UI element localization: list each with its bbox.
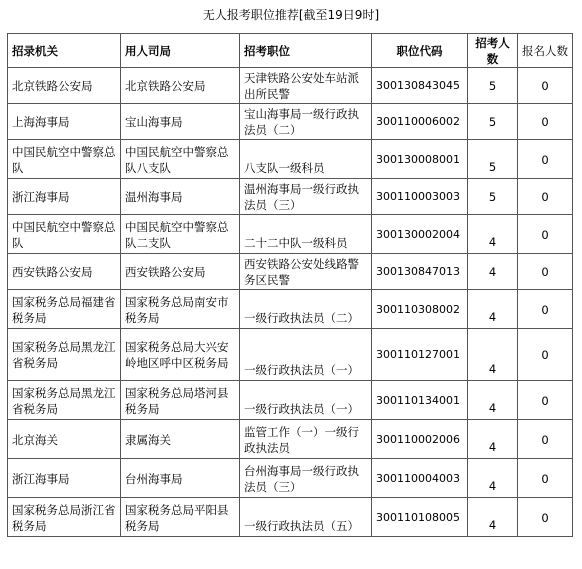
table-row bbox=[8, 420, 573, 459]
cell-quota: 5 bbox=[468, 104, 518, 140]
cell-position: 八支队一级科员 bbox=[240, 140, 372, 179]
header-position: 招考职位 bbox=[240, 34, 372, 68]
cell-position: 一级行政执法员（一） bbox=[240, 329, 372, 381]
cell-applicants: 0 bbox=[518, 104, 573, 140]
cell-applicants: 0 bbox=[518, 420, 573, 459]
table-header-row bbox=[8, 34, 573, 68]
cell-code: 300130847013 bbox=[372, 254, 468, 290]
cell-quota: 4 bbox=[468, 329, 518, 381]
cell-position: 一级行政执法员（二） bbox=[240, 290, 372, 329]
table-row bbox=[8, 104, 573, 140]
table-row bbox=[8, 68, 573, 104]
cell-quota: 4 bbox=[468, 459, 518, 498]
header-agency: 招录机关 bbox=[8, 34, 121, 68]
cell-employer: 国家税务总局南安市税务局 bbox=[121, 290, 240, 329]
table-row bbox=[8, 254, 573, 290]
table-row bbox=[8, 459, 573, 498]
cell-employer: 国家税务总局平阳县税务局 bbox=[121, 498, 240, 537]
cell-agency: 西安铁路公安局 bbox=[8, 254, 121, 290]
table-row bbox=[8, 329, 573, 381]
cell-applicants: 0 bbox=[518, 215, 573, 254]
cell-code: 300130002004 bbox=[372, 215, 468, 254]
cell-position: 一级行政执法员（五） bbox=[240, 498, 372, 537]
cell-employer: 中国民航空中警察总队二支队 bbox=[121, 215, 240, 254]
cell-code: 300110127001 bbox=[372, 329, 468, 381]
cell-position: 监管工作（一）一级行政执法员 bbox=[240, 420, 372, 459]
table-title: 无人报考职位推荐[截至19日9时] bbox=[202, 8, 380, 22]
cell-code: 300110308002 bbox=[372, 290, 468, 329]
cell-code: 300110004003 bbox=[372, 459, 468, 498]
cell-code: 300110134001 bbox=[372, 381, 468, 420]
cell-agency: 国家税务总局黑龙江省税务局 bbox=[8, 381, 121, 420]
cell-applicants: 0 bbox=[518, 68, 573, 104]
cell-agency: 北京铁路公安局 bbox=[8, 68, 121, 104]
cell-applicants: 0 bbox=[518, 498, 573, 537]
cell-employer: 宝山海事局 bbox=[121, 104, 240, 140]
cell-agency: 北京海关 bbox=[8, 420, 121, 459]
cell-quota: 4 bbox=[468, 254, 518, 290]
table-row bbox=[8, 215, 573, 254]
cell-agency: 中国民航空中警察总队 bbox=[8, 140, 121, 179]
cell-applicants: 0 bbox=[518, 329, 573, 381]
header-employer: 用人司局 bbox=[121, 34, 240, 68]
header-code: 职位代码 bbox=[372, 34, 468, 68]
cell-applicants: 0 bbox=[518, 459, 573, 498]
table-row bbox=[8, 290, 573, 329]
header-quota: 招考人数 bbox=[468, 34, 518, 68]
cell-agency: 国家税务总局浙江省税务局 bbox=[8, 498, 121, 537]
cell-code: 300130008001 bbox=[372, 140, 468, 179]
cell-position: 台州海事局一级行政执法员（三） bbox=[240, 459, 372, 498]
cell-employer: 国家税务总局大兴安岭地区呼中区税务局 bbox=[121, 329, 240, 381]
cell-quota: 5 bbox=[468, 140, 518, 179]
cell-agency: 国家税务总局黑龙江省税务局 bbox=[8, 329, 121, 381]
cell-employer: 温州海事局 bbox=[121, 179, 240, 215]
cell-applicants: 0 bbox=[518, 179, 573, 215]
table-body bbox=[8, 68, 573, 537]
header-applicants: 报名人数 bbox=[518, 34, 573, 68]
cell-applicants: 0 bbox=[518, 290, 573, 329]
cell-employer: 中国民航空中警察总队八支队 bbox=[121, 140, 240, 179]
cell-employer: 国家税务总局塔河县税务局 bbox=[121, 381, 240, 420]
cell-position: 一级行政执法员（一） bbox=[240, 381, 372, 420]
cell-quota: 5 bbox=[468, 179, 518, 215]
cell-applicants: 0 bbox=[518, 254, 573, 290]
cell-quota: 4 bbox=[468, 420, 518, 459]
cell-employer: 隶属海关 bbox=[121, 420, 240, 459]
cell-employer: 台州海事局 bbox=[121, 459, 240, 498]
cell-employer: 西安铁路公安局 bbox=[121, 254, 240, 290]
cell-agency: 浙江海事局 bbox=[8, 179, 121, 215]
cell-quota: 4 bbox=[468, 215, 518, 254]
table-row bbox=[8, 498, 573, 537]
cell-applicants: 0 bbox=[518, 381, 573, 420]
cell-quota: 4 bbox=[468, 498, 518, 537]
cell-position: 天津铁路公安处车站派出所民警 bbox=[240, 68, 372, 104]
cell-code: 300110006002 bbox=[372, 104, 468, 140]
cell-agency: 上海海事局 bbox=[8, 104, 121, 140]
table-row bbox=[8, 381, 573, 420]
cell-quota: 4 bbox=[468, 290, 518, 329]
cell-applicants: 0 bbox=[518, 140, 573, 179]
cell-position: 温州海事局一级行政执法员（三） bbox=[240, 179, 372, 215]
table-row bbox=[8, 140, 573, 179]
cell-code: 300130843045 bbox=[372, 68, 468, 104]
cell-code: 300110003003 bbox=[372, 179, 468, 215]
cell-agency: 中国民航空中警察总队 bbox=[8, 215, 121, 254]
cell-quota: 4 bbox=[468, 381, 518, 420]
cell-agency: 国家税务总局福建省税务局 bbox=[8, 290, 121, 329]
cell-position: 宝山海事局一级行政执法员（二） bbox=[240, 104, 372, 140]
positions-table bbox=[7, 33, 573, 537]
cell-code: 300110002006 bbox=[372, 420, 468, 459]
table-row bbox=[8, 179, 573, 215]
cell-code: 300110108005 bbox=[372, 498, 468, 537]
cell-quota: 5 bbox=[468, 68, 518, 104]
cell-agency: 浙江海事局 bbox=[8, 459, 121, 498]
cell-position: 二十二中队一级科员 bbox=[240, 215, 372, 254]
cell-employer: 北京铁路公安局 bbox=[121, 68, 240, 104]
cell-position: 西安铁路公安处线路警务区民警 bbox=[240, 254, 372, 290]
